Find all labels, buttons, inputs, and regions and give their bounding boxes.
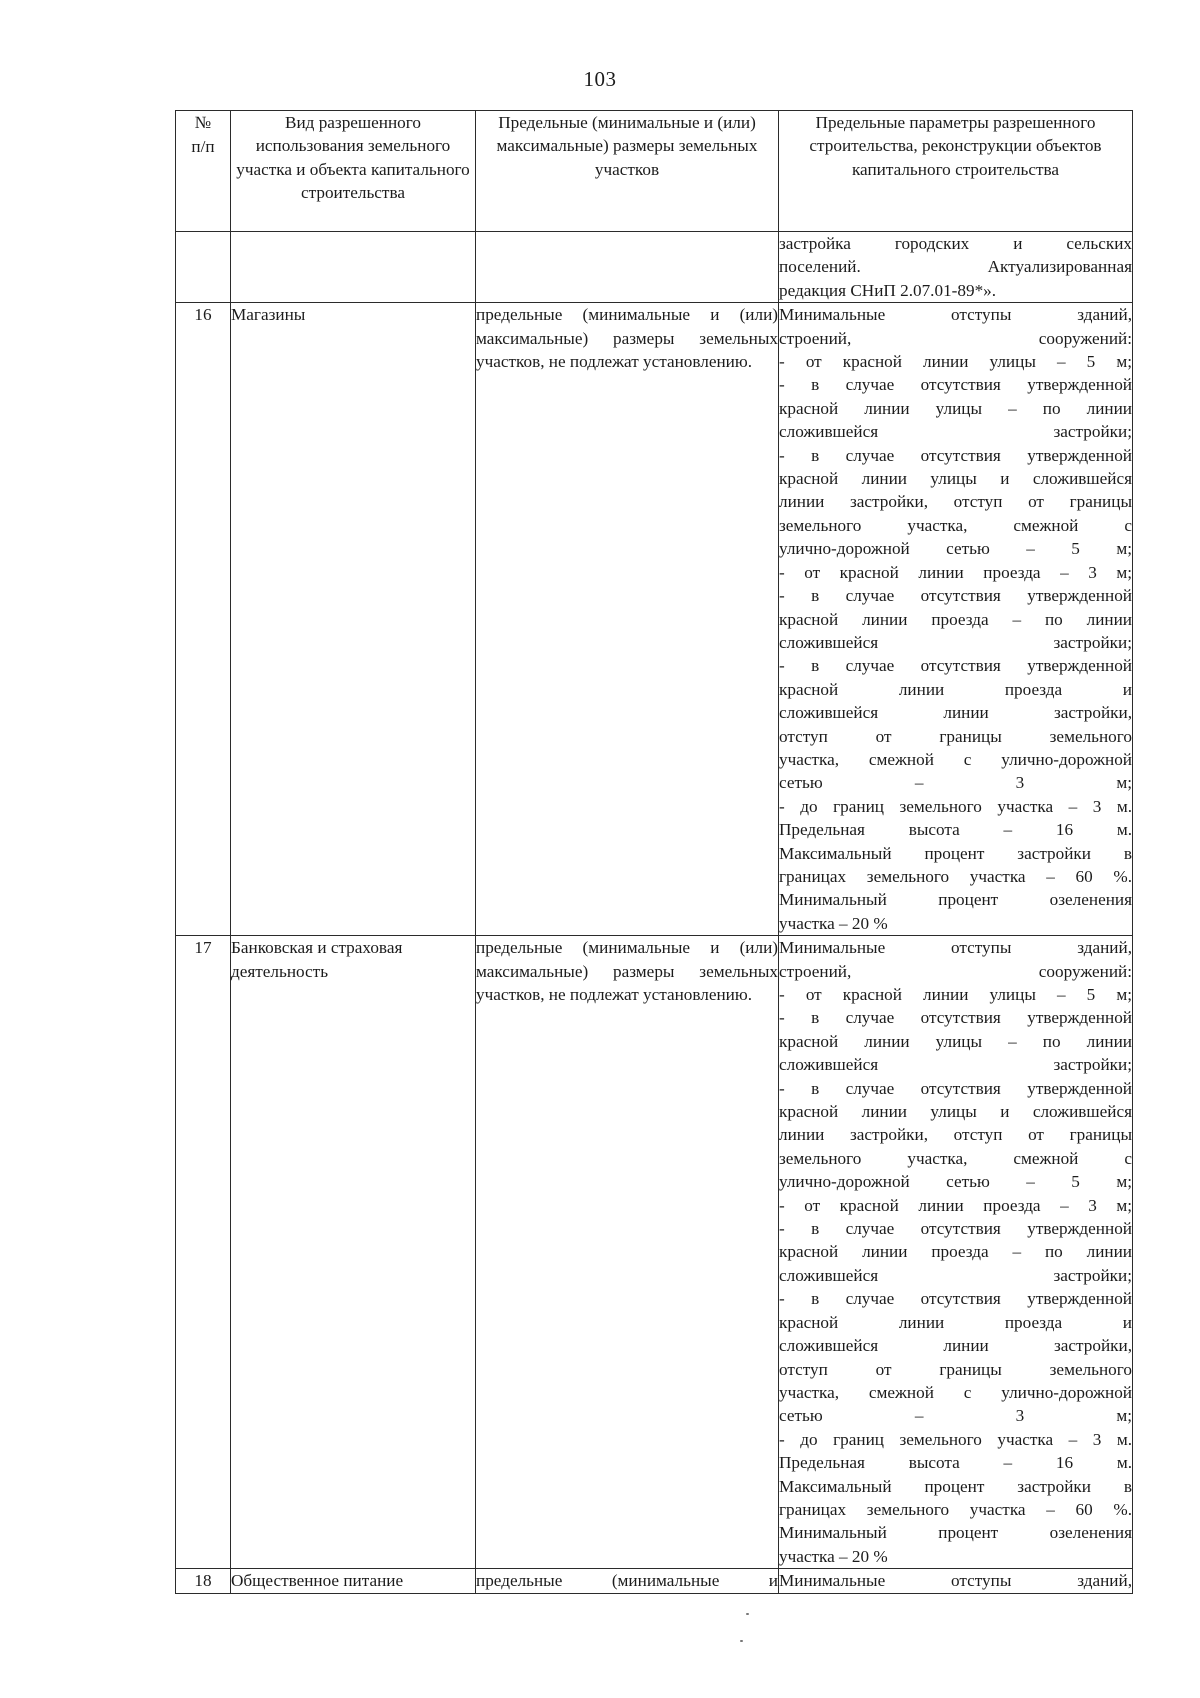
cell-text-line: линии застройки, отступ от границы: [779, 1125, 1132, 1145]
page-number: 103: [583, 67, 617, 91]
header-number: [176, 111, 231, 232]
header-number-abbr: п/п: [191, 137, 215, 156]
cell-number: 17: [176, 936, 231, 1569]
cell-plot-sizes: предельные (минимальные и (или) максимальные) размеры земельных участков, не подлежат установлению.: [476, 936, 779, 1569]
cell-plot-sizes: [476, 232, 779, 303]
cell-text-line: улично-дорожной сетью – 5 м;: [779, 539, 1132, 559]
cell-text-line: - в случае отсутствия утвержденной: [779, 445, 1132, 465]
cell-text-line: сложившейся застройки;: [779, 1055, 1132, 1075]
cell-text-line: красной линии проезда и: [779, 1312, 1132, 1332]
cell-text-line: редакция СНиП 2.07.01-89*».: [779, 280, 997, 300]
cell-text-line: красной линии проезда – по линии: [779, 1242, 1132, 1262]
cell-params: [779, 232, 1133, 303]
cell-text-line: - в случае отсутствия утвержденной: [779, 1289, 1132, 1309]
cell-text-line: - от красной линии проезда – 3 м;: [779, 1195, 1132, 1215]
cell-text-line: участка, смежной с улично-дорожной: [779, 749, 1132, 769]
header-plot-sizes: Предельные (минимальные и (или) максимальные) размеры земельных участков: [476, 111, 779, 232]
cell-text-line: предельные (минимальные и: [476, 1571, 778, 1591]
cell-text-line: - от красной линии улицы – 5 м;: [779, 352, 1132, 372]
cell-text-line: участка – 20 %: [779, 1546, 888, 1566]
cell-text-line: - до границ земельного участка – 3 м.: [779, 796, 1132, 816]
cell-text-line: - в случае отсутствия утвержденной: [779, 586, 1132, 606]
cell-permitted-use: [231, 232, 476, 303]
cell-text-line: - в случае отсутствия утвержденной: [779, 1078, 1132, 1098]
cell-text-line: - от красной линии проезда – 3 м;: [779, 562, 1132, 582]
cell-text-line: Минимальный процент озеленения: [779, 890, 1132, 910]
cell-number: 18: [176, 1569, 231, 1593]
cell-number: 16: [176, 303, 231, 936]
cell-params: [779, 303, 1133, 936]
table-row: [176, 303, 1133, 936]
cell-text-line: линии застройки, отступ от границы: [779, 492, 1132, 512]
cell-text-line: - до границ земельного участка – 3 м.: [779, 1429, 1132, 1449]
cell-text-line: сложившейся линии застройки,: [779, 703, 1132, 723]
cell-text-line: - в случае отсутствия утвержденной: [779, 1008, 1132, 1028]
cell-text-line: сетью – 3 м;: [779, 1406, 1132, 1426]
cell-text-line: красной линии улицы – по линии: [779, 398, 1132, 418]
cell-text-line: Предельная высота – 16 м.: [779, 820, 1132, 840]
cell-text-line: - в случае отсутствия утвержденной: [779, 656, 1132, 676]
cell-text-line: участка – 20 %: [779, 913, 888, 933]
cell-text-line: сложившейся застройки;: [779, 1265, 1132, 1285]
cell-text-line: Минимальный процент озеленения: [779, 1523, 1132, 1543]
cell-text-line: поселений. Актуализированная: [779, 257, 1132, 277]
cell-text-line: Минимальные отступы зданий,: [779, 938, 1132, 958]
scan-speck: [740, 1640, 743, 1642]
cell-plot-sizes: [476, 1569, 779, 1593]
cell-params: [779, 936, 1133, 1569]
header-construction-params: Предельные параметры разрешенного строительства, реконструкции объектов капитального строительства: [779, 111, 1133, 232]
table-row: [176, 1569, 1133, 1593]
cell-text-line: застройка городских и сельских: [779, 234, 1132, 253]
cell-text-line: сетью – 3 м;: [779, 773, 1132, 793]
cell-permitted-use: Магазины: [231, 303, 476, 936]
table-header-row: [176, 111, 1133, 232]
cell-params: [779, 1569, 1133, 1593]
cell-text-line: улично-дорожной сетью – 5 м;: [779, 1172, 1132, 1192]
cell-text-line: красной линии проезда и: [779, 679, 1132, 699]
cell-text-line: земельного участка, смежной с: [779, 515, 1132, 535]
header-permitted-use: Вид разрешенного использования земельного участка и объекта капитального строительства: [231, 111, 476, 232]
cell-text-line: - в случае отсутствия утвержденной: [779, 1219, 1132, 1239]
cell-text-line: границах земельного участка – 60 %.: [779, 1499, 1132, 1519]
cell-permitted-use: Общественное питание: [231, 1569, 476, 1593]
cell-text-line: красной линии улицы и сложившейся: [779, 1102, 1132, 1122]
cell-text-line: отступ от границы земельного: [779, 1359, 1132, 1379]
table-row-continuation: [176, 232, 1133, 303]
cell-text-line: строений, сооружений:: [779, 961, 1132, 981]
cell-text-line: Максимальный процент застройки в: [779, 1476, 1132, 1496]
cell-text-line: - в случае отсутствия утвержденной: [779, 375, 1132, 395]
cell-text-line: - от красной линии улицы – 5 м;: [779, 985, 1132, 1004]
cell-permitted-use: Банковская и страховая деятельность: [231, 936, 476, 1569]
cell-text-line: участка, смежной с улично-дорожной: [779, 1382, 1132, 1402]
header-number-sign: №: [194, 113, 212, 132]
cell-text-line: Минимальные отступы зданий,: [779, 305, 1132, 325]
table-row: [176, 936, 1133, 1569]
cell-number: [176, 232, 231, 303]
cell-text-line: красной линии проезда – по линии: [779, 609, 1132, 629]
cell-text-line: сложившейся застройки;: [779, 422, 1132, 442]
cell-text-line: Максимальный процент застройки в: [779, 843, 1132, 863]
cell-text-line: красной линии улицы и сложившейся: [779, 469, 1132, 489]
scan-speck: [746, 1613, 749, 1615]
cell-text-line: сложившейся застройки;: [779, 632, 1132, 652]
cell-text-line: Минимальные отступы зданий,: [779, 1571, 1132, 1591]
cell-text-line: границах земельного участка – 60 %.: [779, 866, 1132, 886]
cell-text-line: земельного участка, смежной с: [779, 1148, 1132, 1168]
cell-plot-sizes: предельные (минимальные и (или) максимальные) размеры земельных участков, не подлежат установлению.: [476, 303, 779, 936]
cell-text-line: Предельная высота – 16 м.: [779, 1453, 1132, 1473]
cell-text-line: сложившейся линии застройки,: [779, 1336, 1132, 1356]
cell-text-line: отступ от границы земельного: [779, 726, 1132, 746]
cell-text-line: красной линии улицы – по линии: [779, 1031, 1132, 1051]
cell-text-line: строений, сооружений:: [779, 328, 1132, 348]
zoning-regulations-table: [175, 110, 1133, 1594]
